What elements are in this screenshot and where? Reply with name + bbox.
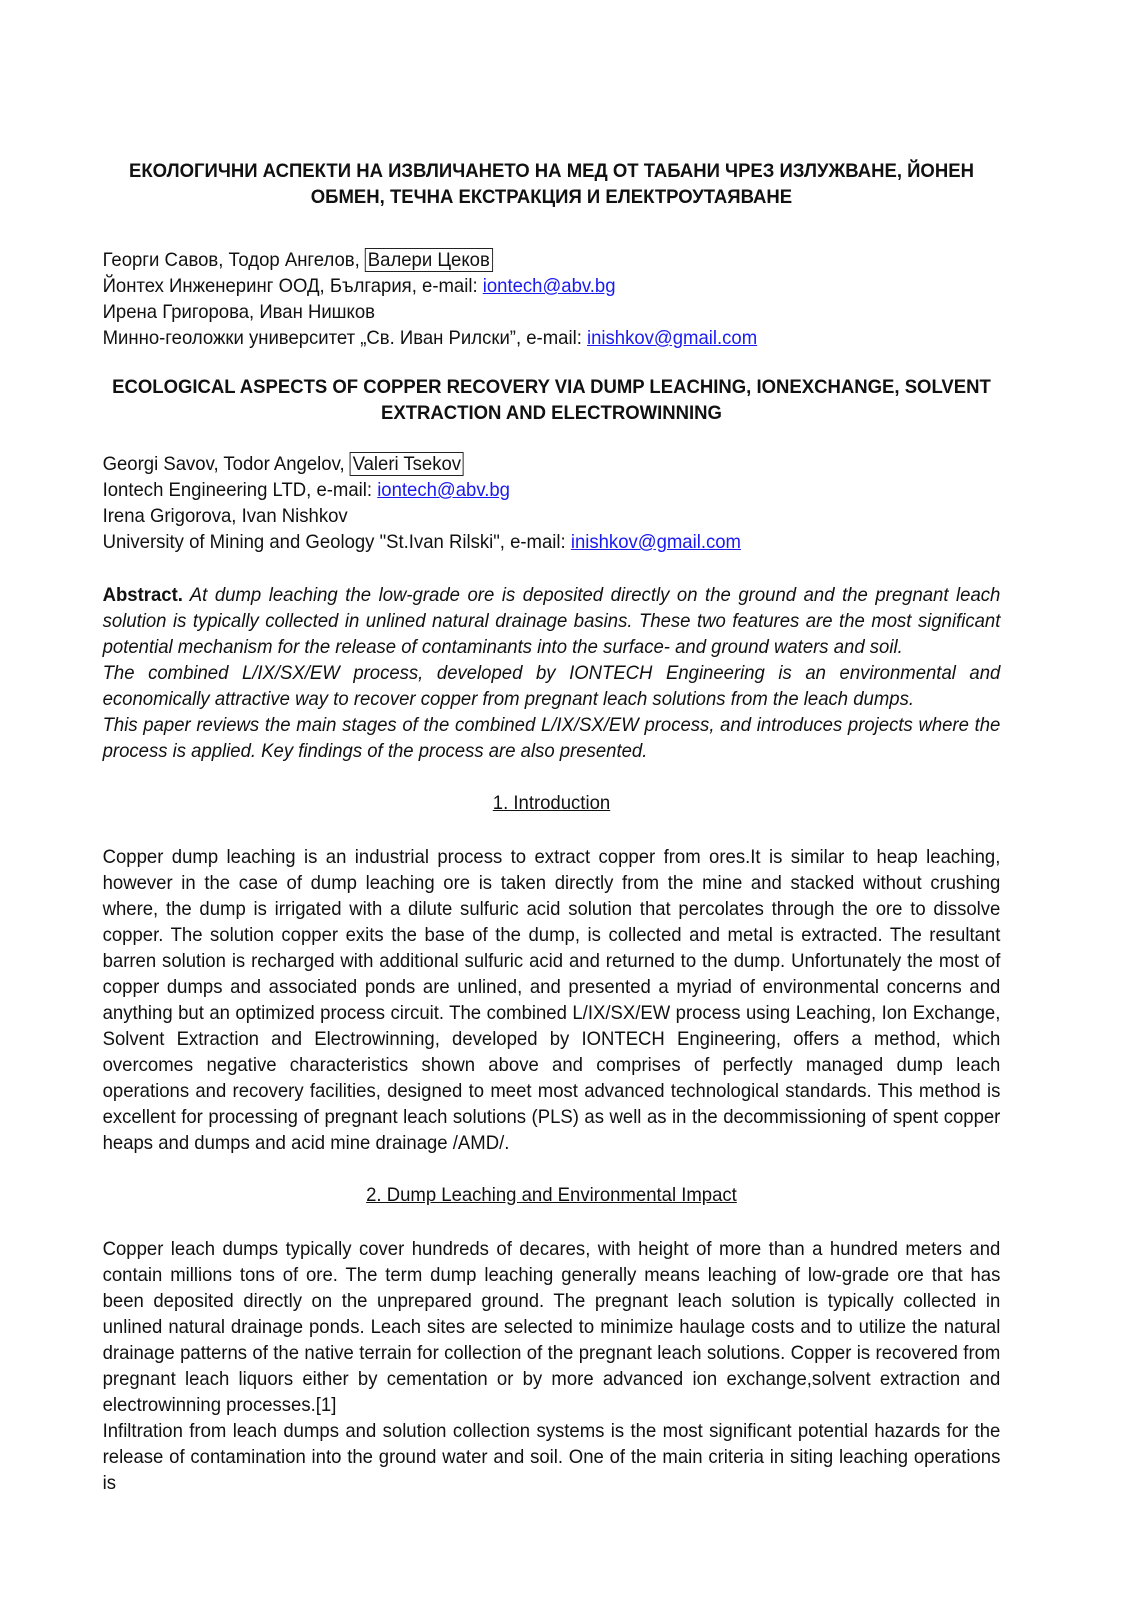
- affiliation-line-2: [103, 529, 1001, 555]
- introduction-paragraph: Copper dump leaching is an industrial process to extract copper from ores.It is similar to heap leaching, however in the case of dump leaching ore is taken directly from the mine and stacked without crushing where, the dump is irrigated with a dilute sulfuric acid solution that percolates through the ore to dissolve copper. The solution copper exits the base of the dump, is collected and metal is extracted. The resultant barren solution is recharged with additional sulfuric acid and returned to the dump. Unfortunately the most of copper dumps and associated ponds are unlined, and presented a myriad of environmental concerns and anything but an optimized process circuit. The combined L/IX/SX/EW process using Leaching, Ion Exchange, Solvent Extraction and Electrowinning, developed by IONTECH Engineering, offers a method, which overcomes negative characteristics shown above and comprises of perfectly managed dump leach operations and recovery facilities, designed to meet most advanced technological standards. This method is excellent for processing of pregnant leach solutions (PLS) as well as in the decommissioning of spent copper heaps and dumps and acid mine drainage /AMD/.: [102, 846, 1001, 1154]
- affiliation-text: University of Mining and Geology "St.Ivan Rilski", e-mail:: [102, 531, 566, 553]
- author-names-line: [103, 247, 1001, 273]
- authors-english: [103, 451, 1001, 555]
- abstract-text-1: At dump leaching the low-grade ore is deposited directly on the ground and the pregnant leach solution is typically collected in unlined natural drainage basins. These two features are the most significant potential mechanism for the release of contaminants into the surface- and ground waters and soil.: [102, 584, 1001, 658]
- section-heading-dump-leaching: 2. Dump Leaching and Environmental Impact: [366, 1184, 737, 1206]
- abstract: [103, 582, 1001, 764]
- author-names-line-2: Irena Grigorova, Ivan Nishkov: [102, 505, 348, 527]
- affiliation-text: Минно-геоложки университет „Св. Иван Рилски”, e-mail:: [102, 327, 582, 349]
- affiliation-text: Iontech Engineering LTD, e-mail:: [102, 479, 373, 501]
- author-names-line-2: Ирена Григорова, Иван Нишков: [102, 301, 376, 323]
- title-bulgarian: ЕКОЛОГИЧНИ АСПЕКТИ НА ИЗВЛИЧАНЕТО НА МЕД ОТ ТАБАНИ ЧРЕЗ ИЗЛУЖВАНЕ, ЙОНЕН ОБМЕН, ТЕЧНА ЕКСТРАКЦИЯ И ЕЛЕКТРОУТАЯВАНЕ: [128, 160, 974, 208]
- authors-bulgarian: [103, 247, 1001, 351]
- email-link[interactable]: inishkov@gmail.com: [570, 531, 741, 553]
- email-link[interactable]: iontech@abv.bg: [482, 275, 616, 297]
- highlighted-author: Valeri Tsekov: [350, 452, 464, 476]
- email-link[interactable]: iontech@abv.bg: [377, 479, 510, 501]
- dump-leaching-paragraph-2: Infiltration from leach dumps and solution collection systems is the most significant potential hazards for the release of contamination into the ground water and soil. One of the main criteria in siting leaching operations is: [102, 1420, 1001, 1494]
- email-link[interactable]: inishkov@gmail.com: [586, 327, 758, 349]
- page-content: [103, 158, 1001, 1496]
- affiliation-line: [103, 477, 1001, 503]
- section-heading-introduction: 1. Introduction: [492, 792, 611, 814]
- highlighted-author: Валери Цеков: [365, 248, 493, 272]
- author-names: Георги Савов, Тодор Ангелов,: [102, 249, 360, 271]
- title-english: ECOLOGICAL ASPECTS OF COPPER RECOVERY VIA DUMP LEACHING, IONEXCHANGE, SOLVENT EXTRACTION AND ELECTROWINNING: [112, 376, 991, 424]
- abstract-paragraph-2: The combined L/IX/SX/EW process, developed by IONTECH Engineering is an environmental and economically attractive way to recover copper from pregnant leach solutions from the leach dumps.: [102, 662, 1001, 710]
- abstract-label: Abstract.: [102, 584, 183, 606]
- abstract-paragraph-1: [103, 582, 1001, 660]
- abstract-paragraph-3: This paper reviews the main stages of the combined L/IX/SX/EW process, and introduces projects where the process is applied. Key findings of the process are also presented.: [102, 714, 1001, 762]
- affiliation-text: Йонтех Инженеринг ООД, България, e-mail:: [102, 275, 478, 297]
- affiliation-line-2: [103, 325, 1001, 351]
- dump-leaching-paragraph-1: Copper leach dumps typically cover hundreds of decares, with height of more than a hundred meters and contain millions tons of ore. The term dump leaching generally means leaching of low-grade ore that has been deposited directly on the unprepared ground. The pregnant leach solution is typically collected in unlined natural drainage ponds. Leach sites are selected to minimize haulage costs and to utilize the natural drainage patterns of the native terrain for collection of the pregnant leach solutions. Copper is recovered from pregnant leach liquors either by cementation or by more advanced ion exchange,solvent extraction and electrowinning processes.[1]: [102, 1238, 1001, 1416]
- author-names-line: [103, 451, 1001, 477]
- affiliation-line: [103, 273, 1001, 299]
- author-names: Georgi Savov, Todor Angelov,: [102, 453, 345, 475]
